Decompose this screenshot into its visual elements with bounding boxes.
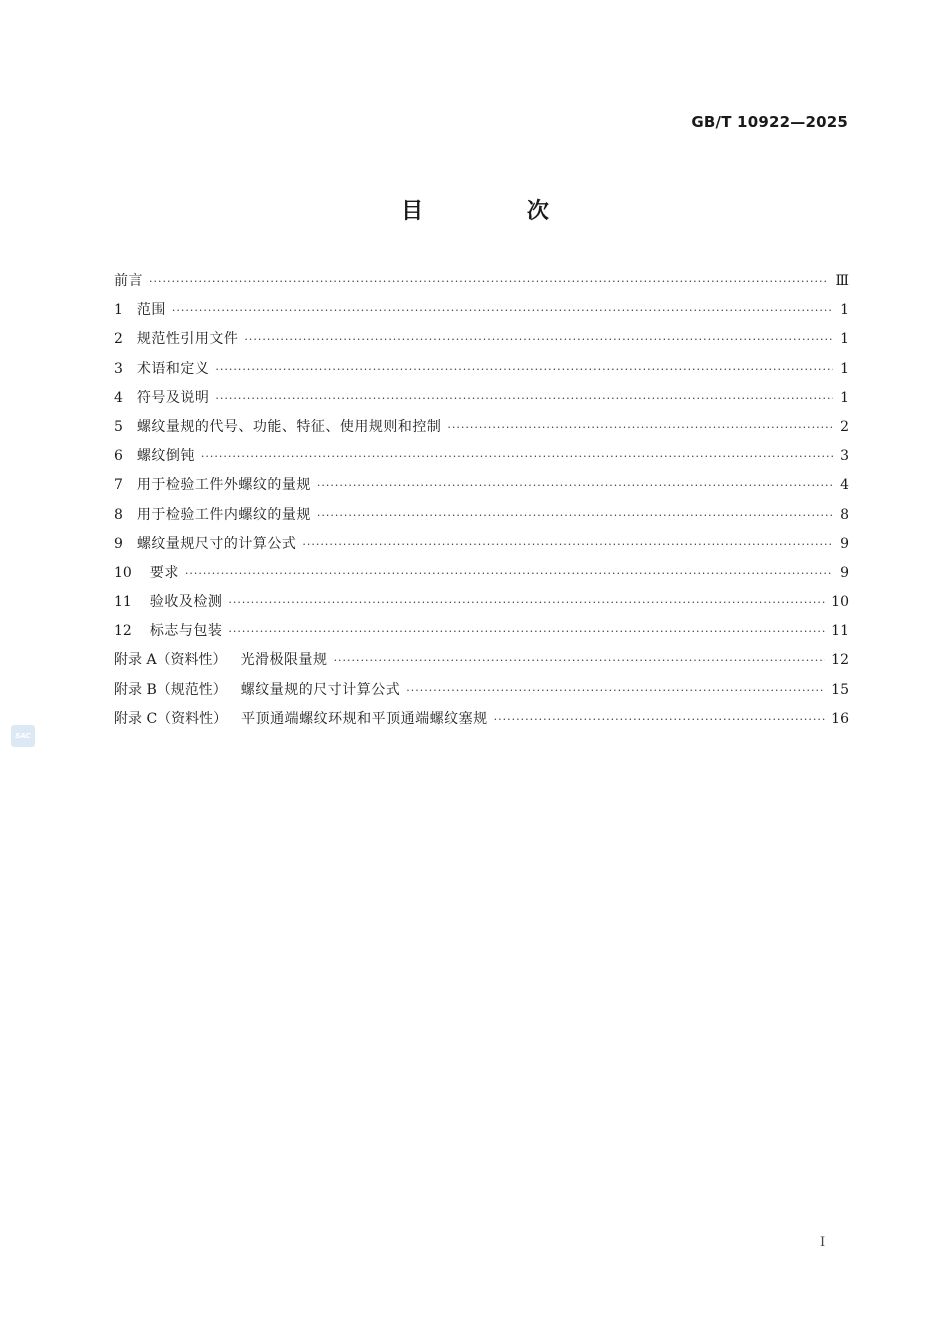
- toc-entry-number: 8: [114, 506, 123, 523]
- toc-dot-leader: [317, 509, 833, 522]
- toc-entry-number: 附录 B（规范性）: [114, 681, 227, 698]
- toc-entry-number: 3: [114, 360, 123, 377]
- toc-entry-page: 11: [831, 623, 849, 640]
- toc-entry[interactable]: [114, 270, 849, 299]
- toc-entry[interactable]: [114, 649, 849, 678]
- toc-entry[interactable]: [114, 416, 849, 445]
- toc-entry-page: 1: [840, 302, 849, 319]
- toc-entry-page: 9: [840, 535, 849, 552]
- toc-entry-number: 9: [114, 535, 123, 552]
- toc-entry-label: 前言: [114, 273, 143, 289]
- toc-entry[interactable]: [114, 591, 849, 620]
- toc-dot-leader: [494, 713, 826, 726]
- toc-entry-number: 4: [114, 389, 123, 406]
- toc-dot-leader: [215, 363, 833, 376]
- toc-entry-label: 光滑极限量规: [240, 652, 328, 669]
- toc-entry[interactable]: [114, 328, 849, 357]
- toc-entry-label: 标志与包装: [149, 623, 223, 640]
- toc-entry-number: 2: [114, 331, 123, 348]
- toc-entry[interactable]: [114, 708, 849, 737]
- toc-dot-leader: [447, 421, 833, 434]
- toc-entry[interactable]: [114, 620, 849, 649]
- toc-entry[interactable]: [114, 474, 849, 503]
- toc-entry[interactable]: [114, 533, 849, 562]
- toc-dot-leader: [334, 654, 826, 667]
- toc-entry-number: 附录 A（资料性）: [114, 652, 227, 669]
- toc-entry-label: 符号及说明: [136, 389, 210, 406]
- toc-entry-page: 1: [840, 331, 849, 348]
- toc-entry-page: 16: [831, 710, 849, 727]
- toc-entry-number: 10: [114, 564, 132, 581]
- toc-entry[interactable]: [114, 504, 849, 533]
- toc-entry-label: 规范性引用文件: [136, 331, 239, 348]
- table-of-contents: [114, 270, 849, 737]
- standard-code: GB/T 10922—2025: [691, 113, 848, 131]
- toc-entry-number: 6: [114, 448, 123, 465]
- toc-entry[interactable]: [114, 358, 849, 387]
- toc-entry-page: 12: [831, 652, 849, 669]
- toc-entry-label: 螺纹量规尺寸的计算公式: [136, 535, 297, 552]
- toc-entry-page: Ⅲ: [835, 273, 849, 289]
- toc-entry-number: 11: [114, 594, 132, 611]
- toc-dot-leader: [244, 333, 833, 346]
- toc-entry-number: 12: [114, 623, 132, 640]
- toc-entry-number: 附录 C（资料性）: [114, 710, 228, 727]
- toc-dot-leader: [149, 275, 829, 288]
- page-title: 目 次: [401, 199, 597, 224]
- toc-entry-label: 螺纹倒钝: [136, 448, 195, 465]
- toc-dot-leader: [406, 684, 825, 697]
- toc-entry-label: 用于检验工件外螺纹的量规: [136, 477, 311, 494]
- sac-logo-icon: SAC: [11, 725, 35, 747]
- toc-entry-page: 9: [840, 564, 849, 581]
- toc-entry-label: 要求: [149, 564, 179, 581]
- toc-entry-page: 1: [840, 360, 849, 377]
- toc-entry-page: 4: [840, 477, 849, 494]
- toc-entry-label: 术语和定义: [136, 360, 210, 377]
- toc-entry-page: 10: [831, 594, 849, 611]
- toc-entry-page: 8: [840, 506, 849, 523]
- toc-entry[interactable]: [114, 387, 849, 416]
- toc-entry-label: 范围: [136, 302, 166, 319]
- toc-entry-label: 平顶通端螺纹环规和平顶通端螺纹塞规: [241, 710, 488, 727]
- toc-entry-page: 15: [831, 681, 849, 698]
- toc-entry-number: 7: [114, 477, 123, 494]
- toc-entry-label: 螺纹量规的代号、功能、特征、使用规则和控制: [136, 418, 442, 435]
- toc-entry-page: 3: [840, 448, 849, 465]
- toc-entry[interactable]: [114, 299, 849, 328]
- toc-entry-label: 验收及检测: [149, 594, 223, 611]
- toc-dot-leader: [302, 538, 833, 551]
- toc-entry[interactable]: [114, 562, 849, 591]
- toc-entry-number: 5: [114, 418, 123, 435]
- toc-dot-leader: [215, 392, 833, 405]
- toc-entry-page: 1: [840, 389, 849, 406]
- toc-entry[interactable]: [114, 445, 849, 474]
- page-number: I: [820, 1235, 826, 1250]
- toc-dot-leader: [317, 479, 833, 492]
- toc-entry[interactable]: [114, 679, 849, 708]
- toc-entry-page: 2: [840, 418, 849, 435]
- toc-dot-leader: [172, 304, 833, 317]
- toc-entry-number: 1: [114, 302, 123, 319]
- toc-dot-leader: [228, 625, 825, 638]
- toc-entry-label: 螺纹量规的尺寸计算公式: [240, 681, 401, 698]
- toc-dot-leader: [185, 567, 833, 580]
- toc-dot-leader: [228, 596, 825, 609]
- toc-entry-label: 用于检验工件内螺纹的量规: [136, 506, 311, 523]
- toc-dot-leader: [201, 450, 833, 463]
